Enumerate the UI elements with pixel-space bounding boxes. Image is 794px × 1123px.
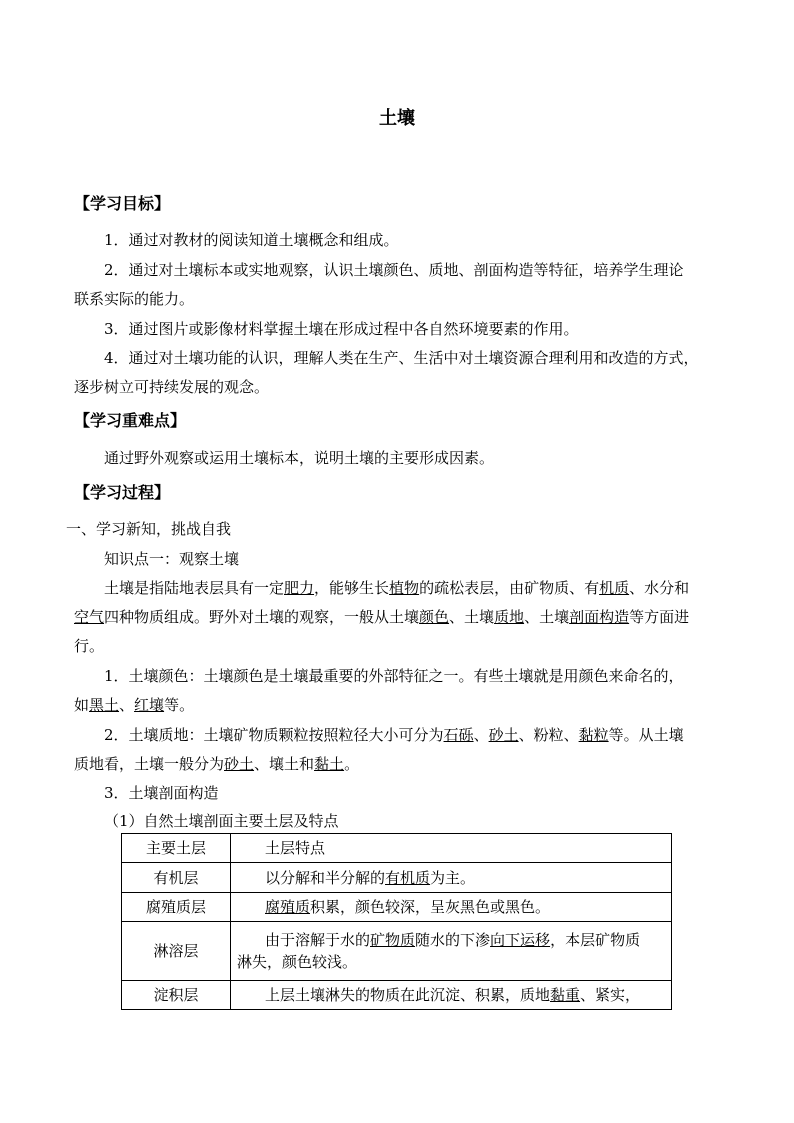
paragraph-soil-texture-cont: 质地看，土壤一般分为砂土、壤土和黏土。 — [74, 755, 360, 773]
paragraph-soil-color-cont: 如黑土、红壤等。 — [74, 696, 195, 714]
table-row — [122, 922, 672, 981]
table-row — [122, 981, 672, 1010]
layer-feature: 腐殖质积累，颜色较深，呈灰黑色或黑色。 — [231, 893, 672, 922]
layer-feature: 以分解和半分解的有机质为主。 — [231, 863, 672, 893]
table-header-row — [122, 834, 672, 863]
table-row — [122, 893, 672, 922]
profile-table-caption: （1）自然土壤剖面主要土层及特点 — [104, 812, 339, 830]
goal-2-cont: 联系实际的能力。 — [74, 290, 195, 308]
goal-4: 4．通过对土壤功能的认识，理解人类在生产、生活中对土壤资源合理利用和改造的方式， — [104, 349, 699, 367]
paragraph-soil-texture: 2．土壤质地：土壤矿物质颗粒按照粒径大小可分为石砾、砂土、粉粒、黏粒等。从土壤 — [104, 726, 684, 744]
layer-name: 淋溶层 — [122, 922, 231, 981]
table-row — [122, 863, 672, 893]
table-header-layer: 主要土层 — [122, 834, 231, 863]
knowledge-point-1: 知识点一：观察土壤 — [104, 550, 240, 568]
layer-name: 腐殖质层 — [122, 893, 231, 922]
goals-heading: 【学习目标】 — [74, 194, 171, 213]
goal-3: 3．通过图片或影像材料掌握土壤在形成过程中各自然环境要素的作用。 — [104, 320, 579, 338]
goal-4-cont: 逐步树立可持续发展的观念。 — [74, 378, 270, 396]
process-heading: 【学习过程】 — [74, 483, 171, 502]
paragraph-soil-definition: 土壤是指陆地表层具有一定肥力，能够生长植物的疏松表层，由矿物质、有机质、水分和 — [104, 579, 690, 597]
layer-name: 淀积层 — [122, 981, 231, 1010]
table-header-feature: 土层特点 — [231, 834, 672, 863]
goal-2: 2．通过对土壤标本或实地观察，认识土壤颜色、质地、剖面构造等特征，培养学生理论 — [104, 261, 684, 279]
paragraph-soil-definition-end: 行。 — [74, 637, 105, 655]
paragraph-soil-color: 1．土壤颜色：土壤颜色是土壤最重要的外部特征之一。有些土壤就是用颜色来命名的， — [104, 667, 684, 685]
layer-name: 有机层 — [122, 863, 231, 893]
soil-layers-table — [121, 833, 672, 1010]
page-title: 土壤 — [379, 108, 415, 129]
goal-1: 1．通过对教材的阅读知道土壤概念和组成。 — [104, 231, 399, 249]
key-text: 通过野外观察或运用土壤标本，说明土壤的主要形成因素。 — [104, 449, 495, 467]
part-1-heading: 一、学习新知，挑战自我 — [66, 520, 232, 538]
layer-feature: 由于溶解于水的矿物质随水的下渗向下运移，本层矿物质 淋失，颜色较浅。 — [231, 922, 672, 981]
key-heading: 【学习重难点】 — [74, 411, 187, 430]
layer-feature: 上层土壤淋失的物质在此沉淀、积累，质地黏重、紧实， — [231, 981, 672, 1010]
paragraph-soil-definition-cont: 空气四种物质组成。野外对土壤的观察，一般从土壤颜色、土壤质地、土壤剖面构造等方面进 — [74, 608, 690, 626]
soil-profile-heading: 3．土壤剖面构造 — [104, 784, 219, 802]
